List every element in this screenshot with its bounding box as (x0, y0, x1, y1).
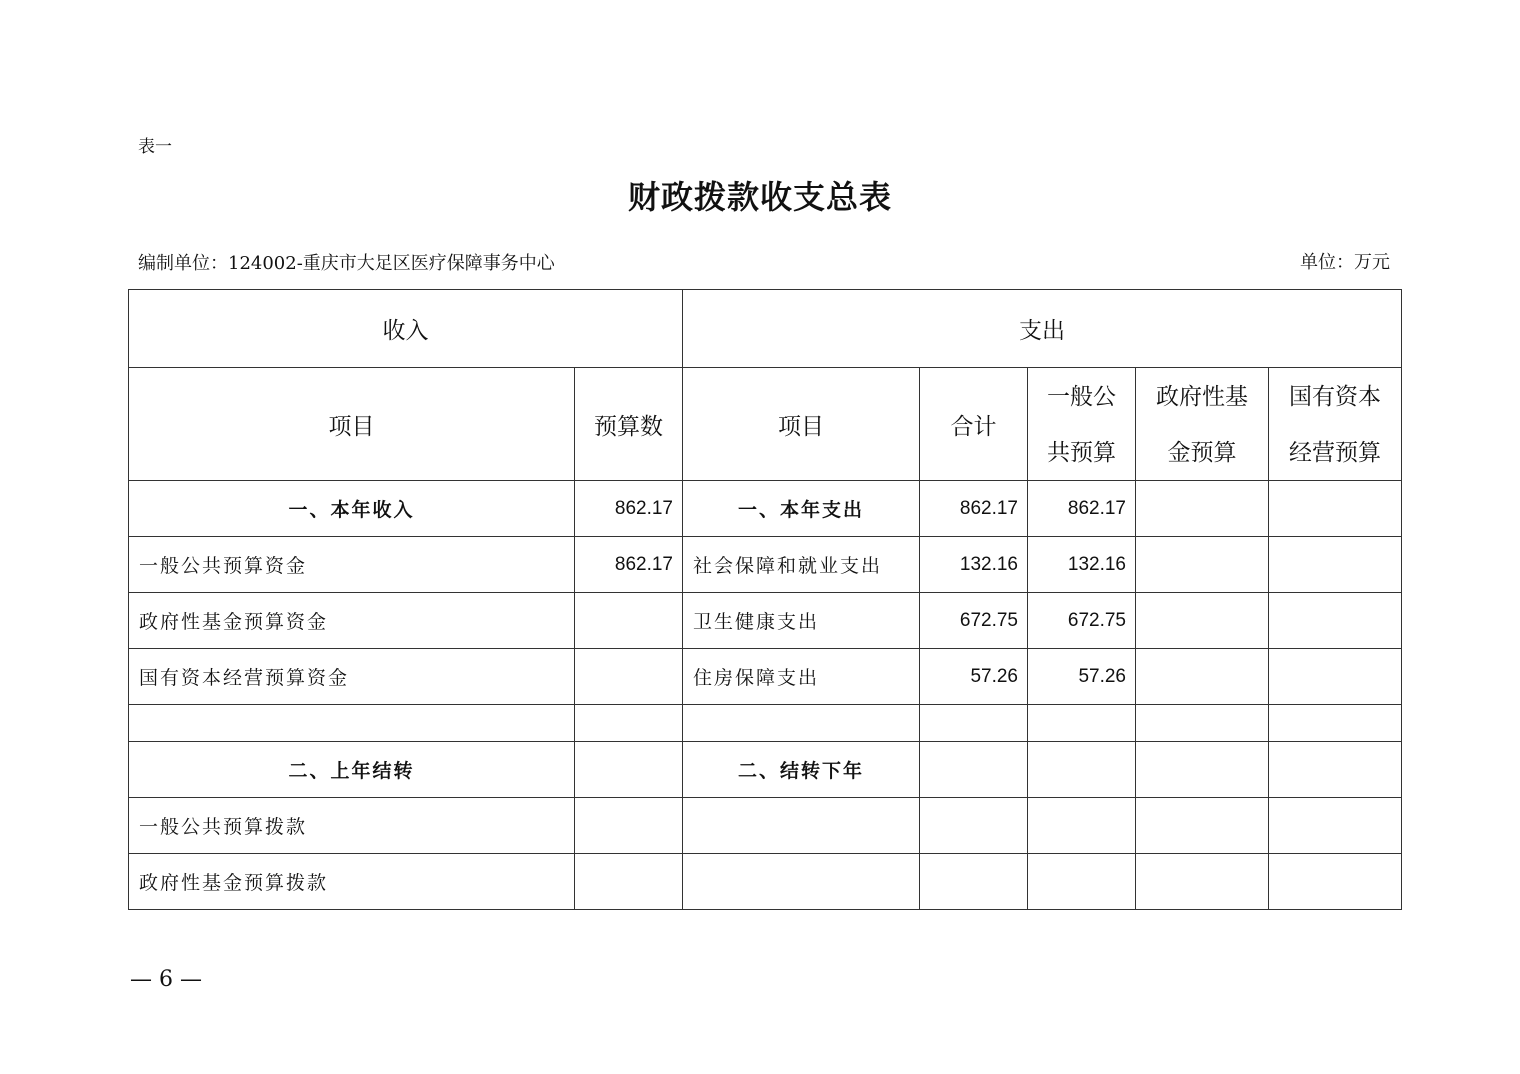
state-capital-cell (1269, 593, 1402, 649)
income-budget-cell (575, 649, 683, 705)
gov-fund-cell (1136, 798, 1269, 854)
expense-group-header: 支出 (683, 290, 1402, 368)
total-cell (920, 798, 1028, 854)
table-row (129, 593, 1402, 649)
gov-fund-cell (1136, 593, 1269, 649)
state-capital-cell (1269, 854, 1402, 910)
general-public-cell (1028, 854, 1136, 910)
general-public-cell: 57.26 (1028, 649, 1136, 705)
expense-item-cell (683, 854, 920, 910)
gov-fund-cell (1136, 537, 1269, 593)
table-row (129, 649, 1402, 705)
income-item-cell: 一般公共预算资金 (129, 537, 575, 593)
gov-fund-header: 政府性基金预算 (1136, 368, 1269, 481)
table-row (129, 798, 1402, 854)
org-label: 编制单位：124002-重庆市大足区医疗保障事务中心 (138, 253, 555, 274)
general-public-header: 一般公共预算 (1028, 368, 1136, 481)
total-cell (920, 705, 1028, 742)
table-row (129, 537, 1402, 593)
state-capital-header: 国有资本经营预算 (1269, 368, 1402, 481)
expense-item-cell (683, 798, 920, 854)
table-row (129, 481, 1402, 537)
income-item-cell: 二、上年结转 (129, 742, 575, 798)
expense-item-cell: 社会保障和就业支出 (683, 537, 920, 593)
expense-item-cell (683, 705, 920, 742)
income-budget-cell (575, 742, 683, 798)
total-header: 合计 (920, 368, 1028, 481)
general-public-cell (1028, 705, 1136, 742)
group-header-row (129, 290, 1402, 368)
income-item-cell: 国有资本经营预算资金 (129, 649, 575, 705)
expense-item-cell: 卫生健康支出 (683, 593, 920, 649)
gov-fund-cell (1136, 481, 1269, 537)
general-public-cell (1028, 798, 1136, 854)
income-budget-cell (575, 798, 683, 854)
gov-fund-cell (1136, 705, 1269, 742)
finance-table (128, 289, 1402, 910)
unit-label: 单位：万元 (1300, 252, 1390, 273)
gov-fund-cell (1136, 649, 1269, 705)
income-group-header: 收入 (129, 290, 683, 368)
general-public-cell: 672.75 (1028, 593, 1136, 649)
income-budget-cell (575, 593, 683, 649)
state-capital-cell (1269, 705, 1402, 742)
total-cell (920, 742, 1028, 798)
gov-fund-cell (1136, 854, 1269, 910)
page-number: — 6 — (130, 967, 202, 992)
income-budget-cell: 862.17 (575, 481, 683, 537)
income-budget-cell (575, 705, 683, 742)
table-row (129, 742, 1402, 798)
total-cell: 132.16 (920, 537, 1028, 593)
state-capital-cell (1269, 798, 1402, 854)
income-item-cell: 政府性基金预算拨款 (129, 854, 575, 910)
table-row (129, 854, 1402, 910)
page-title: 财政拨款收支总表 (627, 178, 892, 216)
income-item-cell (129, 705, 575, 742)
income-budget-cell (575, 854, 683, 910)
expense-item-header: 项目 (683, 368, 920, 481)
total-cell (920, 854, 1028, 910)
state-capital-cell (1269, 742, 1402, 798)
state-capital-cell (1269, 537, 1402, 593)
general-public-cell: 132.16 (1028, 537, 1136, 593)
state-capital-cell (1269, 481, 1402, 537)
income-item-header: 项目 (129, 368, 575, 481)
expense-item-cell: 一、本年支出 (683, 481, 920, 537)
income-item-cell: 一、本年收入 (129, 481, 575, 537)
general-public-cell (1028, 742, 1136, 798)
table-row (129, 705, 1402, 742)
state-capital-cell (1269, 649, 1402, 705)
table-label: 表一 (138, 137, 172, 157)
total-cell: 57.26 (920, 649, 1028, 705)
total-cell: 862.17 (920, 481, 1028, 537)
income-item-cell: 政府性基金预算资金 (129, 593, 575, 649)
expense-item-cell: 住房保障支出 (683, 649, 920, 705)
total-cell: 672.75 (920, 593, 1028, 649)
income-budget-header: 预算数 (575, 368, 683, 481)
income-budget-cell: 862.17 (575, 537, 683, 593)
gov-fund-cell (1136, 742, 1269, 798)
column-header-row (129, 368, 1402, 481)
general-public-cell: 862.17 (1028, 481, 1136, 537)
expense-item-cell: 二、结转下年 (683, 742, 920, 798)
income-item-cell: 一般公共预算拨款 (129, 798, 575, 854)
